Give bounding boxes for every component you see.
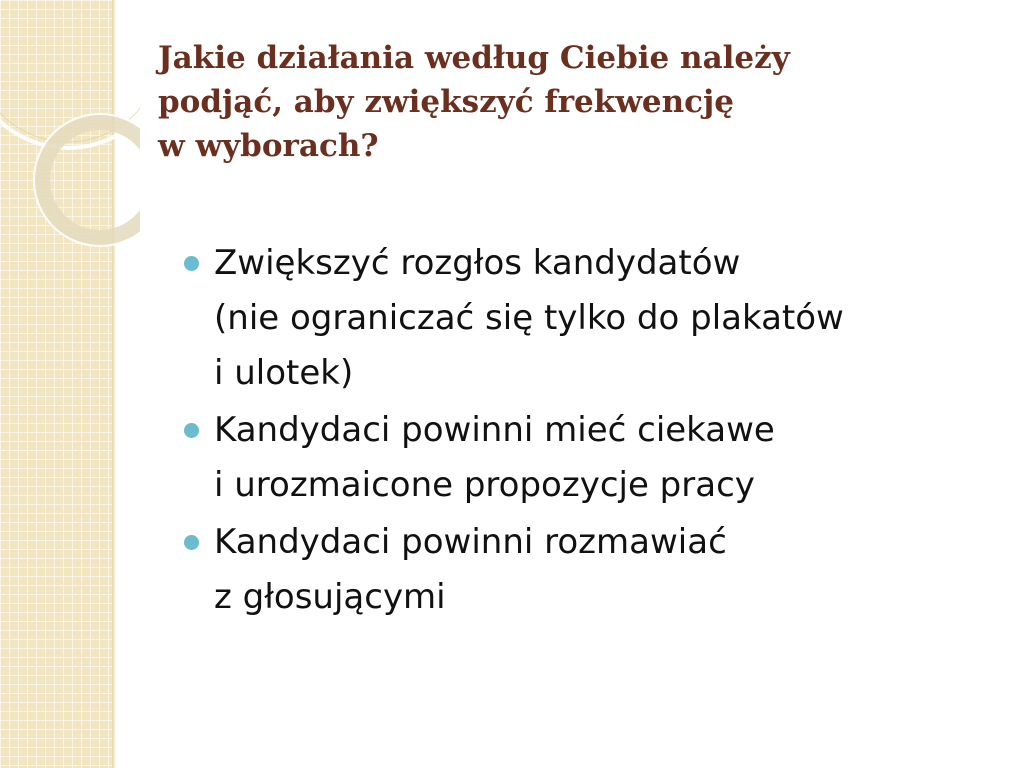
bullet-line: i ulotek) [214,353,354,393]
bullet-line: i urozmaicone propozycje pracy [214,465,755,505]
bullet-dot-icon [184,256,199,271]
title-line: podjąć, aby zwiększyć frekwencję [158,84,734,120]
bullet-dot-icon [184,535,199,550]
bullet-item [180,403,980,513]
bullet-line: Kandydaci powinni rozmawiać [214,522,727,562]
bullet-line: z głosującymi [214,577,446,617]
bullet-line: Zwiększyć rozgłos kandydatów [214,243,741,283]
bullet-item [180,515,980,625]
slide-title [158,36,878,168]
title-line: Jakie działania według Ciebie należy [158,40,790,76]
decorative-circles [0,0,140,260]
bullet-line: Kandydaci powinni mieć ciekawe [214,410,775,450]
bullet-dot-icon [184,423,199,438]
bullet-item [180,236,980,401]
bullet-list [180,236,980,627]
bullet-line: (nie ograniczać się tylko do plakatów [214,298,844,338]
title-line: w wyborach? [158,128,379,164]
